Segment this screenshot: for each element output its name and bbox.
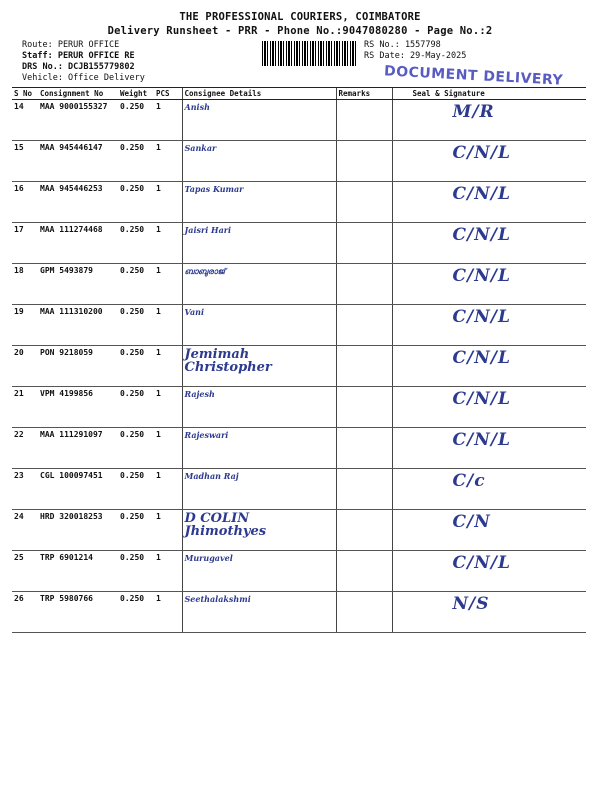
- cell-signature: C/N: [392, 510, 586, 551]
- cell-remarks: [336, 387, 392, 428]
- cell-consignee: ബാബുരാജ്: [182, 264, 336, 305]
- cell-pcs: 1: [154, 428, 182, 469]
- cell-consignment: MAA 9000155327: [38, 100, 118, 141]
- cell-weight: 0.250: [118, 346, 154, 387]
- table-row: [12, 510, 586, 551]
- cell-pcs: 1: [154, 305, 182, 346]
- cell-consignment: MAA 945446253: [38, 182, 118, 223]
- cell-remarks: [336, 223, 392, 264]
- cell-sno: 25: [12, 551, 38, 592]
- cell-signature: C/N/L: [392, 428, 586, 469]
- table-row: [12, 346, 586, 387]
- table-row: [12, 387, 586, 428]
- drs-line: DRS No.: DCJB155779802: [22, 62, 135, 72]
- cell-consignment: GPM 5493879: [38, 264, 118, 305]
- cell-sno: 14: [12, 100, 38, 141]
- cell-signature: C/N/L: [392, 182, 586, 223]
- table-row: [12, 100, 586, 141]
- cell-remarks: [336, 182, 392, 223]
- cell-remarks: [336, 141, 392, 182]
- cell-pcs: 1: [154, 141, 182, 182]
- cell-pcs: 1: [154, 510, 182, 551]
- cell-sno: 15: [12, 141, 38, 182]
- cell-consignee: Anish: [182, 100, 336, 141]
- cell-sno: 19: [12, 305, 38, 346]
- cell-signature: C/N/L: [392, 264, 586, 305]
- cell-weight: 0.250: [118, 223, 154, 264]
- cell-consignment: MAA 111291097: [38, 428, 118, 469]
- cell-sno: 18: [12, 264, 38, 305]
- cell-consignment: TRP 6901214: [38, 551, 118, 592]
- cell-remarks: [336, 100, 392, 141]
- cell-consignment: TRP 5980766: [38, 592, 118, 633]
- cell-signature: C/N/L: [392, 387, 586, 428]
- cell-consignee: Murugavel: [182, 551, 336, 592]
- cell-consignee: D COLIN Jhimothyes: [182, 510, 336, 551]
- cell-signature: C/N/L: [392, 223, 586, 264]
- cell-weight: 0.250: [118, 182, 154, 223]
- cell-consignment: MAA 111274468: [38, 223, 118, 264]
- cell-consignee: Tapas Kumar: [182, 182, 336, 223]
- table-row: [12, 428, 586, 469]
- runsheet-meta-right: [364, 40, 466, 62]
- cell-sno: 16: [12, 182, 38, 223]
- cell-consignment: CGL 100097451: [38, 469, 118, 510]
- cell-signature: N/S: [392, 592, 586, 633]
- cell-sno: 17: [12, 223, 38, 264]
- document-delivery-stamp: DOCUMENT DELIVERY: [383, 63, 564, 89]
- cell-signature: C/N/L: [392, 346, 586, 387]
- cell-weight: 0.250: [118, 264, 154, 305]
- cell-consignee: Rajeswari: [182, 428, 336, 469]
- cell-consignee: Seethalakshmi: [182, 592, 336, 633]
- cell-pcs: 1: [154, 264, 182, 305]
- cell-remarks: [336, 510, 392, 551]
- cell-consignee: Jaisri Hari: [182, 223, 336, 264]
- cell-remarks: [336, 469, 392, 510]
- cell-signature: C/N/L: [392, 141, 586, 182]
- runsheet-table: [12, 87, 586, 633]
- cell-consignee: Sankar: [182, 141, 336, 182]
- rs-number: RS No.: 1557798: [364, 40, 441, 50]
- cell-signature: C/N/L: [392, 305, 586, 346]
- cell-pcs: 1: [154, 551, 182, 592]
- cell-pcs: 1: [154, 223, 182, 264]
- cell-consignment: VPM 4199856: [38, 387, 118, 428]
- cell-sno: 20: [12, 346, 38, 387]
- cell-consignee: Vani: [182, 305, 336, 346]
- cell-consignee: Rajesh: [182, 387, 336, 428]
- cell-weight: 0.250: [118, 387, 154, 428]
- cell-consignee: Madhan Raj: [182, 469, 336, 510]
- cell-weight: 0.250: [118, 592, 154, 633]
- cell-pcs: 1: [154, 182, 182, 223]
- table-row: [12, 469, 586, 510]
- cell-consignment: MAA 111310200: [38, 305, 118, 346]
- table-row: [12, 223, 586, 264]
- cell-weight: 0.250: [118, 100, 154, 141]
- cell-signature: C/N/L: [392, 551, 586, 592]
- col-header-pcs: PCS: [154, 88, 182, 100]
- cell-pcs: 1: [154, 592, 182, 633]
- cell-consignee: Jemimah Christopher: [182, 346, 336, 387]
- table-row: [12, 141, 586, 182]
- rs-date: RS Date: 29-May-2025: [364, 51, 467, 61]
- cell-signature: M/R: [392, 100, 586, 141]
- cell-remarks: [336, 551, 392, 592]
- table-row: [12, 182, 586, 223]
- cell-pcs: 1: [154, 387, 182, 428]
- cell-weight: 0.250: [118, 141, 154, 182]
- cell-remarks: [336, 428, 392, 469]
- cell-sno: 23: [12, 469, 38, 510]
- table-header-row: [12, 88, 586, 100]
- company-name: THE PROFESSIONAL COURIERS, COIMBATORE: [179, 11, 421, 23]
- col-header-consignment: Consignment No: [38, 88, 118, 100]
- cell-remarks: [336, 592, 392, 633]
- cell-sno: 21: [12, 387, 38, 428]
- cell-sno: 24: [12, 510, 38, 551]
- cell-remarks: [336, 346, 392, 387]
- col-header-seal: Seal & Signature: [392, 88, 586, 100]
- table-row: [12, 592, 586, 633]
- document-header: [0, 11, 600, 37]
- runsheet-meta-left: [22, 40, 145, 84]
- staff-line: Staff: PERUR OFFICE RE: [22, 51, 135, 61]
- cell-pcs: 1: [154, 469, 182, 510]
- cell-sno: 26: [12, 592, 38, 633]
- cell-remarks: [336, 264, 392, 305]
- runsheet-title: Delivery Runsheet - PRR - Phone No.:9047080280 - Page No.:2: [107, 25, 493, 37]
- cell-remarks: [336, 305, 392, 346]
- barcode: [262, 41, 356, 66]
- cell-consignment: MAA 945446147: [38, 141, 118, 182]
- cell-weight: 0.250: [118, 510, 154, 551]
- cell-weight: 0.250: [118, 551, 154, 592]
- table-row: [12, 551, 586, 592]
- col-header-sno: S No: [12, 88, 38, 100]
- cell-pcs: 1: [154, 100, 182, 141]
- cell-weight: 0.250: [118, 469, 154, 510]
- col-header-consignee: Consignee Details: [182, 88, 336, 100]
- col-header-remarks: Remarks: [336, 88, 392, 100]
- cell-weight: 0.250: [118, 428, 154, 469]
- cell-consignment: PON 9218059: [38, 346, 118, 387]
- vehicle-line: Vehicle: Office Delivery: [22, 73, 145, 83]
- cell-weight: 0.250: [118, 305, 154, 346]
- table-row: [12, 264, 586, 305]
- cell-consignment: HRD 320018253: [38, 510, 118, 551]
- cell-sno: 22: [12, 428, 38, 469]
- cell-signature: C/c: [392, 469, 586, 510]
- col-header-weight: Weight: [118, 88, 154, 100]
- table-row: [12, 305, 586, 346]
- route-line: Route: PERUR OFFICE: [22, 40, 120, 50]
- cell-pcs: 1: [154, 346, 182, 387]
